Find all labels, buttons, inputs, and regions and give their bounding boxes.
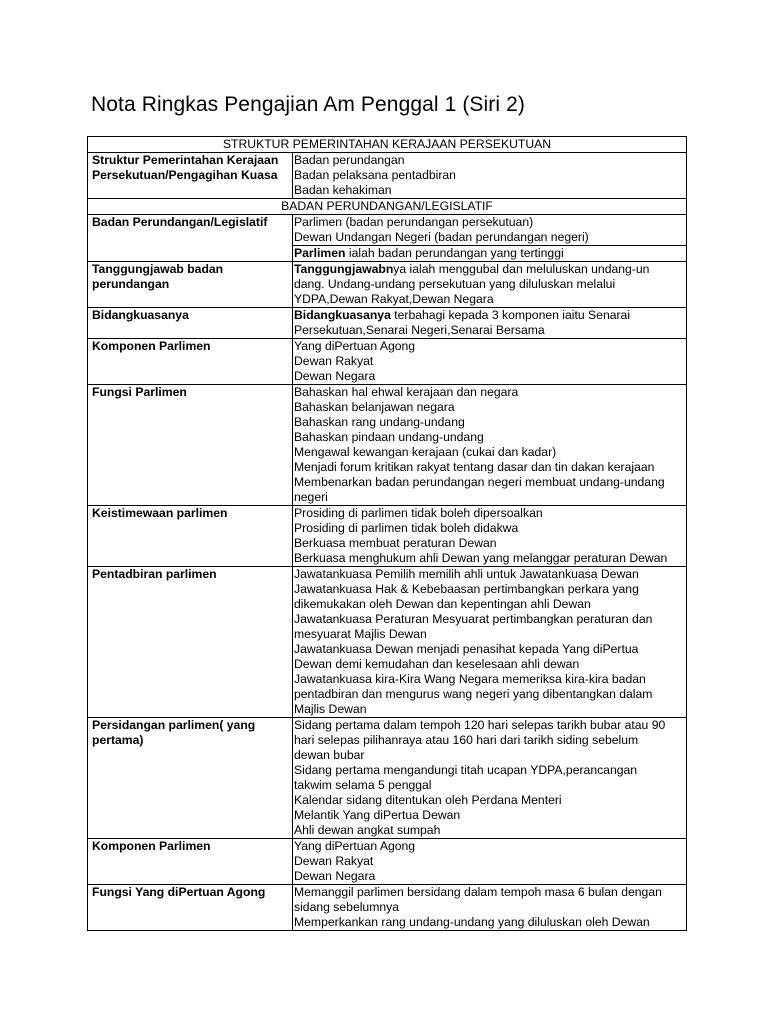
row-key-cell: [88, 718, 293, 839]
row-key-text: Fungsi Parlimen: [92, 385, 187, 399]
row-value-term: Bidangkuasanya: [294, 308, 391, 322]
row-value-cell: [293, 567, 687, 718]
row-key-text: Persekutuan/Pengagihan Kuasa: [92, 168, 278, 182]
table-row: [88, 718, 687, 839]
row-value-line: dang. Undang-undang persekutuan yang diluluskan melalui: [294, 277, 616, 291]
row-key-text: Komponen Parlimen: [92, 839, 211, 853]
row-value-line: Melantik Yang diPertua Dewan: [294, 808, 461, 822]
row-value-line: Berkuasa menghukum ahli Dewan yang melanggar peraturan Dewan: [294, 551, 668, 565]
row-value-line: Bahaskan hal ehwal kerajaan dan negara: [294, 385, 519, 399]
row-key-text: Pentadbiran parlimen: [92, 567, 217, 581]
row-key-text: Struktur Pemerintahan Kerajaan: [92, 153, 279, 167]
row-value-cell: [293, 308, 687, 339]
row-value-text: terbahagi kepada 3 komponen iaitu Senarai: [390, 308, 631, 322]
row-value-line: Persekutuan,Senarai Negeri,Senarai Bersama: [294, 323, 545, 337]
row-value-line: Kalendar sidang ditentukan oleh Perdana Menteri: [294, 793, 562, 807]
row-value-cell: [293, 839, 687, 885]
table-row: [88, 246, 687, 262]
row-key-cell: [88, 153, 293, 199]
table-row: [88, 215, 687, 246]
row-value-cell: [293, 339, 687, 385]
row-value-line: Dewan Negara: [294, 369, 376, 383]
section-header-row: [88, 137, 687, 153]
row-value-line: Bahaskan belanjawan negara: [294, 400, 455, 414]
row-value-line: hari selepas pilihanraya atau 160 hari dari tarikh siding sebelum: [294, 733, 639, 747]
row-key-cell: [88, 215, 293, 246]
row-value-line: mesyuarat Majlis Dewan: [294, 627, 427, 641]
row-key-text: Keistimewaan parlimen: [92, 506, 228, 520]
row-key-cell: [88, 506, 293, 567]
row-value-line: Bahaskan pindaan undang-undang: [294, 430, 484, 444]
row-value-line: Menjadi forum kritikan rakyat tentang dasar dan tin dakan kerajaan: [294, 460, 655, 474]
row-key-cell: [88, 885, 293, 931]
row-value-line: Prosiding di parlimen tidak boleh dipersoalkan: [294, 506, 543, 520]
row-value-line: sidang sebelumnya: [294, 900, 400, 914]
row-value-term: Parlimen: [294, 246, 346, 260]
row-value-line: Berkuasa membuat peraturan Dewan: [294, 536, 497, 550]
row-value-line: Yang diPertuan Agong: [294, 339, 416, 353]
row-value-term: Tanggungjawabn: [294, 262, 394, 276]
row-value-lead-line: [293, 308, 686, 323]
row-value-line: Mengawal kewangan kerajaan (cukai dan kadar): [294, 445, 557, 459]
row-value-line: Memanggil parlimen bersidang dalam tempoh masa 6 bulan dengan: [294, 885, 662, 899]
row-key-cell: [88, 839, 293, 885]
row-value-line: Dewan Negara: [294, 869, 376, 883]
table-row: [88, 885, 687, 931]
section-header-badan-perundangan: BADAN PERUNDANGAN/LEGISLATIF: [88, 199, 687, 215]
row-value-line: Ahli dewan angkat sumpah: [294, 823, 441, 837]
row-value-line: Jawatankuasa Hak & Kebebaasan pertimbangkan perkara yang: [294, 582, 639, 596]
row-key-text: Fungsi Yang diPertuan Agong: [92, 885, 266, 899]
row-key-text: Komponen Parlimen: [92, 339, 211, 353]
row-value-line: Yang diPertuan Agong: [294, 839, 416, 853]
table-row: [88, 506, 687, 567]
row-value-line: Sidang pertama mengandungi titah ucapan YDPA,perancangan: [294, 763, 638, 777]
table-row: [88, 385, 687, 506]
row-value-line: Badan perundangan: [294, 153, 405, 167]
row-key-text: Tanggungjawab badan: [92, 262, 224, 276]
document-title: Nota Ringkas Pengajian Am Penggal 1 (Siri 2): [91, 93, 525, 116]
table-row: [88, 153, 687, 199]
row-value-text: ialah badan perundangan yang tertinggi: [345, 246, 564, 260]
row-value-line: dewan bubar: [294, 748, 365, 762]
table-row: [88, 262, 687, 308]
row-value-line: Jawatankuasa Pemilih memilih ahli untuk Jawatankuasa Dewan: [294, 567, 639, 581]
notes-table: [87, 136, 687, 931]
row-value-line: Prosiding di parlimen tidak boleh didakwa: [294, 521, 519, 535]
row-value-line: Membenarkan badan perundangan negeri membuat undang-undang: [294, 475, 665, 489]
row-value-line: Memperkankan rang undang-undang yang diluluskan oleh Dewan: [294, 915, 650, 929]
row-key-cell: [88, 385, 293, 506]
row-value-line: Majlis Dewan: [294, 702, 367, 716]
row-value-line: takwim selama 5 penggal: [294, 778, 432, 792]
section-header-row: [88, 199, 687, 215]
row-key-text: pertama): [92, 733, 144, 747]
table-row: [88, 339, 687, 385]
row-value-line: Jawatankuasa Dewan menjadi penasihat kepada Yang diPertua: [294, 642, 639, 656]
row-value-line: Sidang pertama dalam tempoh 120 hari selepas tarikh bubar atau 90: [294, 718, 666, 732]
row-value-cell: [293, 506, 687, 567]
section-header-struktur: STRUKTUR PEMERINTAHAN KERAJAAN PERSEKUTUAN: [88, 137, 687, 153]
row-value-line: Dewan demi kemudahan dan keselesaan ahli dewan: [294, 657, 580, 671]
row-key-text: Bidangkuasanya: [92, 308, 189, 322]
row-value-line: dikemukakan oleh Dewan dan kepentingan ahli Dewan: [294, 597, 591, 611]
row-value-line: Dewan Rakyat: [294, 854, 374, 868]
row-value-line: YDPA,Dewan Rakyat,Dewan Negara: [294, 292, 494, 306]
row-value-line: Jawatankuasa Peraturan Mesyuarat pertimbangkan peraturan dan: [294, 612, 653, 626]
row-value-line: Jawatankuasa kira-Kira Wang Negara memeriksa kira-kira badan: [294, 672, 646, 686]
row-value-line: Dewan Undangan Negeri (badan perundangan negeri): [294, 230, 589, 244]
row-value-cell: [293, 246, 687, 262]
row-key-text: perundangan: [92, 277, 170, 291]
table-row: [88, 567, 687, 718]
table-row: [88, 839, 687, 885]
table-row: [88, 308, 687, 339]
row-value-cell: [293, 718, 687, 839]
notes-table-body: [88, 137, 687, 931]
row-value-line: pentadbiran dan mengurus wang negeri yang dibentangkan dalam: [294, 687, 653, 701]
row-value-cell: [293, 885, 687, 931]
row-value-cell: [293, 215, 687, 246]
row-value-line: Badan pelaksana pentadbiran: [294, 168, 456, 182]
row-key-cell: [88, 567, 293, 718]
row-key-cell: [88, 262, 293, 308]
row-key-cell: [88, 339, 293, 385]
row-value-line: Dewan Rakyat: [294, 354, 374, 368]
row-value-line: Badan kehakiman: [294, 183, 392, 197]
row-key-cell: [88, 246, 293, 262]
row-value-line: Parlimen (badan perundangan persekutuan): [294, 215, 534, 229]
row-value-cell: [293, 262, 687, 308]
row-key-text: Persidangan parlimen( yang: [92, 718, 256, 732]
row-value-lead-line: [293, 246, 686, 261]
row-value-lead-line: [293, 262, 686, 277]
row-value-text: ya ialah menggubal dan meluluskan undang-un: [393, 262, 650, 276]
row-value-cell: [293, 385, 687, 506]
row-value-cell: [293, 153, 687, 199]
row-key-cell: [88, 308, 293, 339]
row-key-text: Badan Perundangan/Legislatif: [92, 215, 268, 229]
row-value-line: negeri: [294, 490, 328, 504]
row-value-line: Bahaskan rang undang-undang: [294, 415, 465, 429]
